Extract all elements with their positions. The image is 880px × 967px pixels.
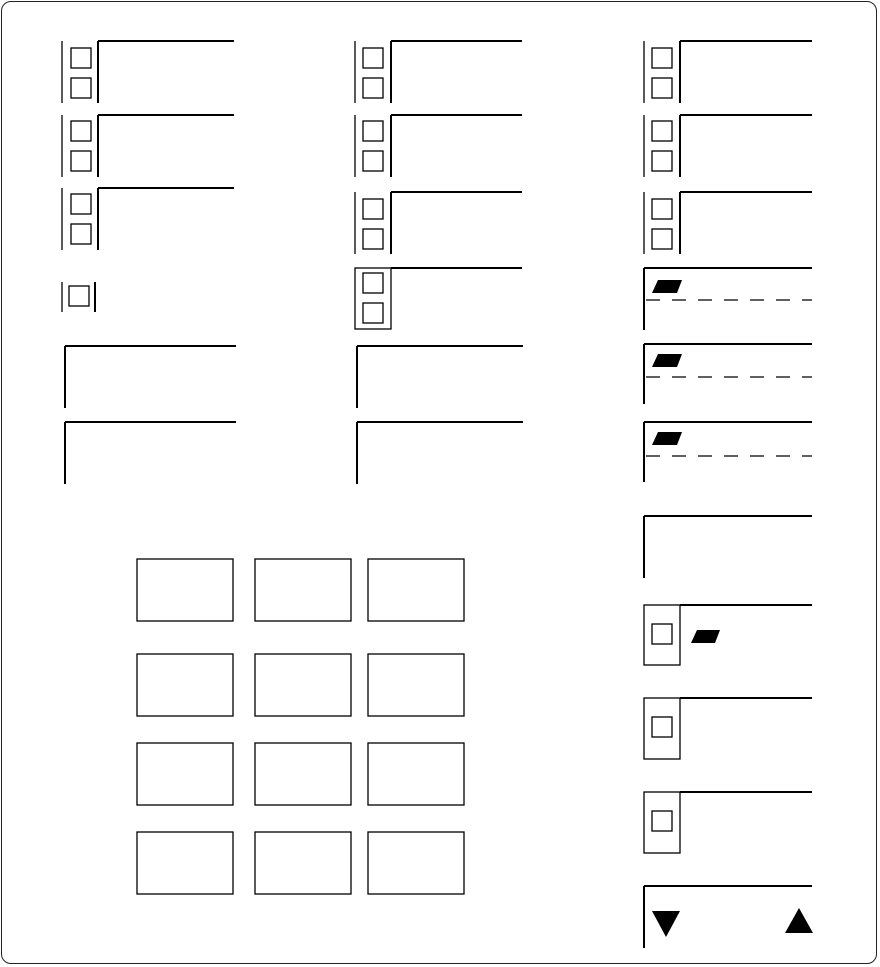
parallelogram-marker-icon <box>652 432 682 445</box>
checkbox-c2-r4-a[interactable] <box>363 273 383 293</box>
dashed-field-c3-r5 <box>644 344 812 404</box>
checkbox-c2-r1-a[interactable] <box>363 48 383 68</box>
display-field-c2-r6 <box>357 422 523 484</box>
checkbox-c3-r3-b[interactable] <box>652 229 672 249</box>
option-group-c1-r1 <box>62 41 234 103</box>
keypad-key[interactable] <box>137 654 233 716</box>
option-group-c2-r3 <box>355 192 522 254</box>
keypad-key[interactable] <box>255 743 351 805</box>
keypad-key[interactable] <box>255 654 351 716</box>
keypad <box>137 559 464 894</box>
checkbox-c3-r9[interactable] <box>652 717 672 737</box>
parallelogram-marker-icon <box>691 630 720 643</box>
keypad-key[interactable] <box>255 832 351 894</box>
up-triangle-icon[interactable] <box>785 908 813 933</box>
checkbox-c1-r3-a[interactable] <box>71 194 91 214</box>
checkbox-c2-r2-b[interactable] <box>363 151 383 171</box>
display-field-c2-r5 <box>357 346 523 408</box>
option-group-c2-r4 <box>355 268 522 329</box>
dashed-field-c3-r4 <box>644 268 812 330</box>
option-group-c3-r1 <box>644 41 812 103</box>
keypad-key[interactable] <box>137 743 233 805</box>
parallelogram-marker-icon <box>652 280 682 293</box>
display-field-c1-r6 <box>65 422 236 484</box>
checkbox-c1-r3-b[interactable] <box>71 224 91 244</box>
option-group-c1-r4 <box>62 282 95 312</box>
checkbox-c3-r2-a[interactable] <box>652 121 672 141</box>
checkbox-c3-r2-b[interactable] <box>652 151 672 171</box>
keypad-key[interactable] <box>137 832 233 894</box>
display-field-c1-r5 <box>65 346 236 408</box>
checkbox-c3-r10[interactable] <box>652 811 672 831</box>
checkbox-c1-r4[interactable] <box>69 286 89 306</box>
option-group-c3-r8 <box>644 605 812 665</box>
checkbox-c3-r3-a[interactable] <box>652 199 672 219</box>
down-triangle-icon[interactable] <box>652 911 680 937</box>
option-group-c2-r1 <box>355 41 522 103</box>
display-field-c3-r7 <box>644 516 812 578</box>
keypad-key[interactable] <box>368 654 464 716</box>
option-group-c1-r2 <box>62 115 234 177</box>
option-group-c1-r3 <box>62 188 234 250</box>
checkbox-c1-r2-a[interactable] <box>71 121 91 141</box>
dashed-field-c3-r6 <box>644 422 812 482</box>
checkbox-c1-r1-b[interactable] <box>71 78 91 98</box>
option-group-c3-r9 <box>644 698 812 759</box>
option-group-c3-r2 <box>644 115 812 177</box>
checkbox-c1-r2-b[interactable] <box>71 151 91 171</box>
checkbox-c2-r3-a[interactable] <box>363 199 383 219</box>
checkbox-c3-r1-b[interactable] <box>652 78 672 98</box>
checkbox-c2-r3-b[interactable] <box>363 229 383 249</box>
arrow-field <box>644 886 813 948</box>
checkbox-c1-r1-a[interactable] <box>71 48 91 68</box>
parallelogram-marker-icon <box>652 354 682 367</box>
keypad-key[interactable] <box>137 559 233 621</box>
option-group-c3-r3 <box>644 192 812 254</box>
checkbox-c2-r1-b[interactable] <box>363 78 383 98</box>
keypad-key[interactable] <box>368 559 464 621</box>
option-group-c2-r2 <box>355 115 522 177</box>
keypad-key[interactable] <box>368 743 464 805</box>
keypad-key[interactable] <box>255 559 351 621</box>
option-group-c3-r10 <box>644 792 812 853</box>
checkbox-c3-r8[interactable] <box>652 624 672 644</box>
checkbox-c2-r2-a[interactable] <box>363 121 383 141</box>
keypad-key[interactable] <box>368 832 464 894</box>
checkbox-c2-r4-b[interactable] <box>363 303 383 323</box>
checkbox-c3-r1-a[interactable] <box>652 48 672 68</box>
